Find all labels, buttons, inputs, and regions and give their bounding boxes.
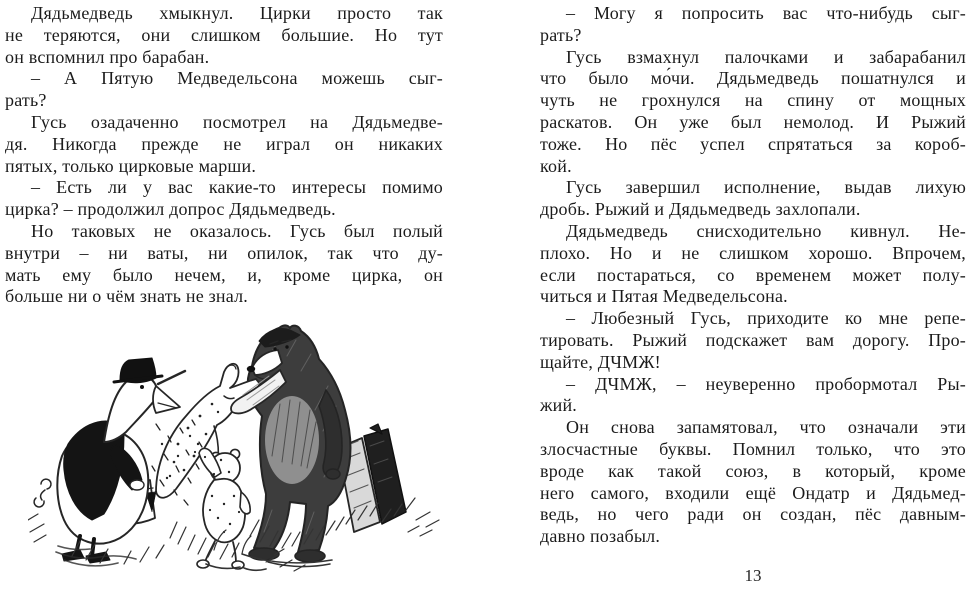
text-line: Он снова запамятовал, что означали эти — [566, 417, 966, 438]
text-line: дробь. Рыжий и Дядьмедведь захлопали. — [540, 199, 861, 220]
text-line: что было мо́чи. Дядьмедведь пошатнулся и — [540, 68, 966, 89]
text-line: него самого, входили ещё Ондатр и Дядьмед- — [540, 482, 966, 503]
text-line: – А Пятую Медведельсона можешь сыг- — [31, 68, 443, 89]
text-line: Гусь озадаченно посмотрел на Дядьмедве- — [31, 111, 443, 132]
text-line: щайте, ДЧМЖ! — [540, 351, 661, 372]
text-line: тоже. Но пёс успел спрятаться за короб- — [540, 133, 966, 154]
text-line: ведь, но чего ради он создан, пёс давным- — [540, 504, 966, 525]
text-line: рать? — [540, 24, 582, 45]
text-line: вроде как такой союз, в который, кроме — [540, 460, 966, 481]
text-line: злосчастные буквы. Помнил только, что это — [540, 438, 966, 459]
text-line: чуть не грохнулся на спину от мощных — [540, 90, 966, 111]
text-line: если постараться, со временем может полу- — [540, 264, 966, 285]
bear-figure — [247, 325, 351, 562]
dog-figure — [156, 364, 260, 502]
left-column-text — [5, 3, 443, 308]
text-line: тировать. Рыжий подскажет вам дорогу. Про- — [540, 329, 966, 350]
text-line: давно позабыл. — [540, 526, 661, 547]
text-line: Дядьмедведь снисходительно кивнул. Не- — [566, 220, 966, 241]
text-line: Но таковых не оказалось. Гусь был полый — [31, 220, 443, 241]
bear-nose — [247, 366, 255, 372]
book-illustration — [28, 324, 446, 576]
text-line: кой. — [540, 155, 572, 176]
goose-eye — [140, 385, 144, 389]
text-line: дя. Никогда прежде не играл он никаких — [5, 133, 443, 154]
text-line: рать? — [5, 90, 47, 111]
text-line: внутри – ни ваты, ни опилок, так что ду- — [5, 242, 443, 263]
text-line: – Любезный Гусь, приходите ко мне репе- — [566, 308, 966, 329]
text-line: раскатов. Он уже был немолод. И Рыжий — [540, 111, 966, 132]
text-line: – Есть ли у вас какие-то интересы помимо — [31, 177, 443, 198]
goose-tail-curl — [34, 479, 51, 507]
page-number: 13 — [744, 566, 762, 585]
text-line: читься и Пятая Медведельсона. — [540, 286, 788, 307]
text-line: он вспомнил про барабан. — [5, 46, 210, 67]
text-line: цирка? – продолжил допрос Дядьмедведь. — [5, 199, 336, 220]
text-line: больше ни о чём знать не знал. — [5, 286, 248, 307]
text-line: пятых, только цирковые марши. — [5, 155, 257, 176]
text-line: Гусь взмахнул палочками и забарабанил — [566, 46, 966, 67]
text-line: Гусь завершил исполнение, выдав лихую — [566, 177, 966, 198]
illustration-svg — [28, 324, 446, 576]
text-line: – Могу я попросить вас что-нибудь сыг- — [566, 3, 966, 23]
text-line: Дядьмедведь хмыкнул. Цирки просто так — [31, 3, 443, 23]
right-column-text — [540, 3, 966, 548]
text-line: мать ему было нечем, и, кроме цирка, он — [5, 264, 443, 285]
text-line: жий. — [540, 395, 578, 416]
text-line: – ДЧМЖ, – неуверенно пробормотал Ры- — [566, 373, 966, 394]
text-line: плохо. Но и не слишком хорошо. Впрочем, — [540, 242, 966, 263]
text-line: не теряются, они слишком большие. Но тут — [5, 24, 443, 45]
